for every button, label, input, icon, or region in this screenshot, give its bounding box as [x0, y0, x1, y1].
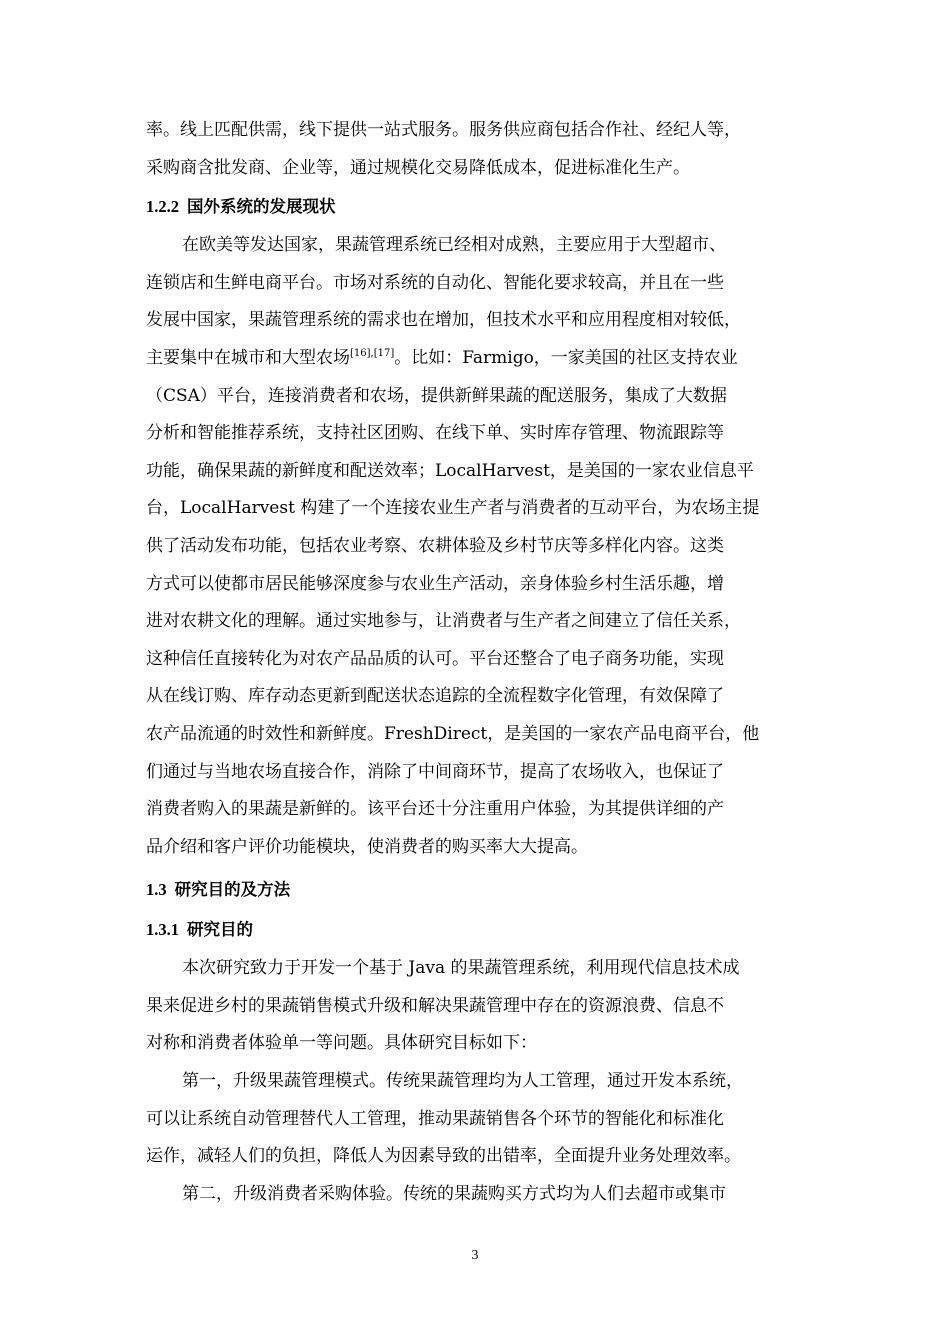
text-line: 采购商含批发商、企业等，通过规模化交易降低成本，促进标准化生产。	[146, 157, 690, 178]
text-fragment: 。比如：Farmigo，一家美国的社区支持农业	[394, 347, 738, 368]
text-line: 可以让系统自动管理替代人工管理，推动果蔬销售各个环节的智能化和标准化	[146, 1108, 724, 1129]
citation-marker: [16],[17]	[350, 347, 395, 359]
section-number: 1.2.2	[146, 197, 179, 217]
paragraph-research-goal	[146, 950, 808, 1063]
paragraph-second-goal	[146, 1176, 808, 1214]
text-line-with-citation	[146, 340, 808, 378]
text-line: （CSA）平台，连接消费者和农场，提供新鲜果蔬的配送服务，集成了大数据	[146, 385, 727, 406]
page-content	[146, 112, 808, 1213]
text-fragment: 主要集中在城市和大型农场	[146, 347, 350, 368]
text-line: 农产品流通的时效性和新鲜度。FreshDirect，是美国的一家农产品电商平台，他	[146, 723, 760, 744]
text-line: 从在线订购、库存动态更新到配送状态追踪的全流程数字化管理，有效保障了	[146, 686, 724, 707]
section-heading-1-3-1	[146, 910, 808, 950]
paragraph-first-goal	[146, 1063, 808, 1176]
text-line: 台，LocalHarvest 构建了一个连接农业生产者与消费者的互动平台，为农场主提	[146, 498, 760, 519]
section-title: 研究目的	[187, 920, 253, 940]
text-line: 第一，升级果蔬管理模式。传统果蔬管理均为人工管理，通过开发本系统，	[182, 1071, 743, 1092]
text-line: 品介绍和客户评价功能模块，使消费者的购买率大大提高。	[146, 836, 588, 857]
section-title: 研究目的及方法	[174, 880, 291, 900]
text-line: 进对农耕文化的理解。通过实地参与，让消费者与生产者之间建立了信任关系，	[146, 611, 741, 632]
text-line: 果来促进乡村的果蔬销售模式升级和解决果蔬管理中存在的资源浪费、信息不	[146, 995, 724, 1016]
text-line: 运作，减轻人们的负担，降低人为因素导致的出错率，全面提升业务处理效率。	[146, 1146, 741, 1167]
text-line: 在欧美等发达国家，果蔬管理系统已经相对成熟，主要应用于大型超市、	[182, 235, 726, 256]
text-line: 方式可以使都市居民能够深度参与农业生产活动，亲身体验乡村生活乐趣，增	[146, 573, 724, 594]
text-line: 消费者购入的果蔬是新鲜的。该平台还十分注重用户体验，为其提供详细的产	[146, 799, 724, 820]
paragraph-intro	[146, 112, 808, 187]
text-line: 这种信任直接转化为对农产品品质的认可。平台还整合了电子商务功能，实现	[146, 648, 724, 669]
text-line: 功能，确保果蔬的新鲜度和配送效率；LocalHarvest，是美国的一家农业信息平	[146, 460, 754, 481]
text-line: 们通过与当地农场直接合作，消除了中间商环节，提高了农场收入，也保证了	[146, 761, 724, 782]
text-line: 对称和消费者体验单一等问题。具体研究目标如下：	[146, 1033, 537, 1054]
text-line: 本次研究致力于开发一个基于 Java 的果蔬管理系统，利用现代信息技术成	[182, 958, 740, 979]
paragraph-foreign-systems	[146, 227, 808, 866]
text-line: 供了活动发布功能，包括农业考察、农耕体验及乡村节庆等多样化内容。这类	[146, 535, 724, 556]
text-line: 率。线上匹配供需，线下提供一站式服务。服务供应商包括合作社、经纪人等，	[146, 120, 741, 140]
section-heading-1-2-2	[146, 187, 808, 227]
page-number: 3	[471, 1248, 479, 1263]
text-line: 分析和智能推荐系统，支持社区团购、在线下单、实时库存管理、物流跟踪等	[146, 423, 724, 444]
section-heading-1-3	[146, 870, 808, 910]
section-number: 1.3	[146, 880, 167, 900]
section-number: 1.3.1	[146, 920, 179, 940]
text-line: 第二，升级消费者采购体验。传统的果蔬购买方式均为人们去超市或集市	[182, 1183, 726, 1204]
section-title: 国外系统的发展现状	[187, 197, 336, 217]
text-line: 连锁店和生鲜电商平台。市场对系统的自动化、智能化要求较高，并且在一些	[146, 272, 724, 293]
text-line: 发展中国家，果蔬管理系统的需求也在增加，但技术水平和应用程度相对较低，	[146, 310, 741, 331]
